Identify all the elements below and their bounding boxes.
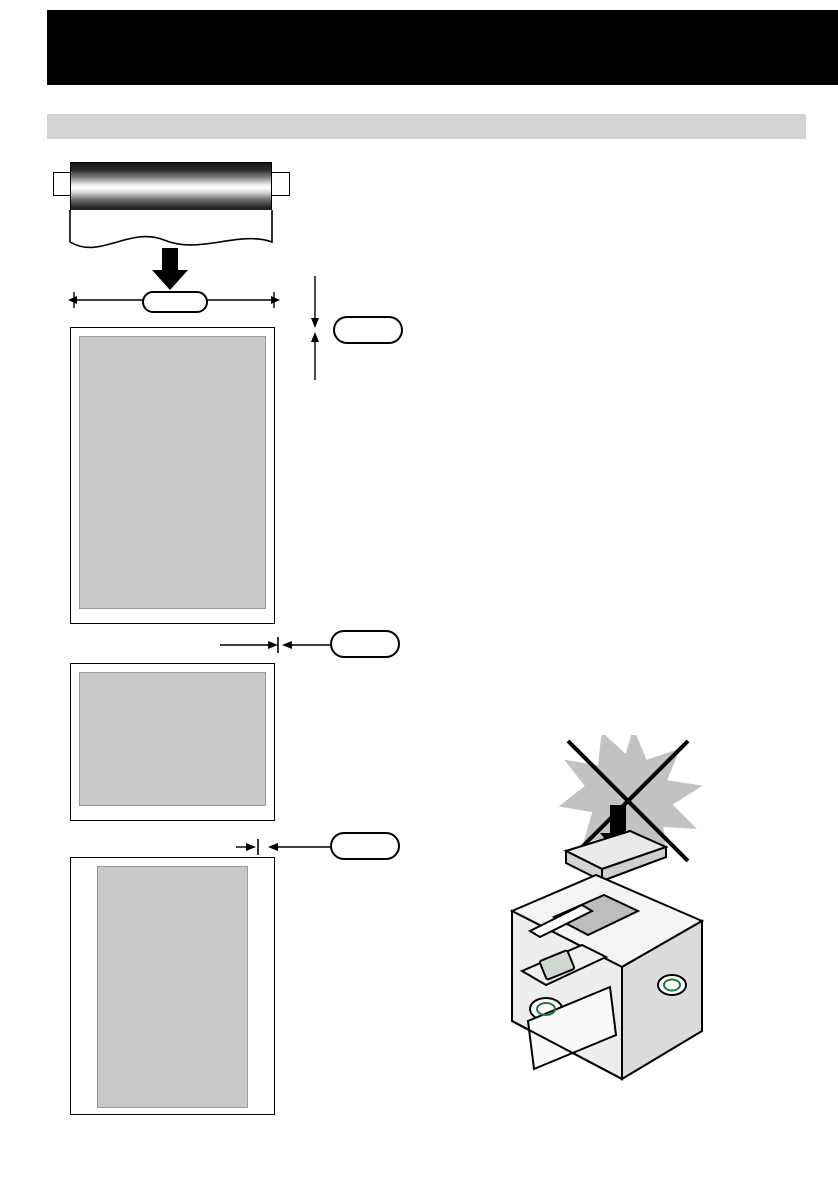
leading-margin-dimension-line	[303, 272, 327, 384]
side-margin-dimension-line	[216, 838, 336, 856]
sheet-gap-dimension-line	[216, 636, 336, 654]
roll-shaft-right-icon	[270, 172, 290, 196]
printer-illustration	[470, 735, 790, 1095]
feed-direction-arrow-icon	[148, 248, 192, 292]
film-sheet-2-image-area	[79, 672, 266, 806]
callout-width	[142, 291, 208, 313]
printer-body	[512, 831, 702, 1079]
film-sheet-3	[70, 857, 275, 1115]
callout-trailing-margin	[330, 630, 400, 658]
film-roll-graphic	[70, 162, 272, 214]
callout-side-margin	[330, 832, 400, 860]
callout-leading-margin	[333, 316, 403, 344]
film-sheet-2	[70, 663, 275, 821]
page-bottom-rule	[0, 1160, 16, 1163]
film-sheet-1-image-area	[79, 336, 266, 609]
film-sheet-1	[70, 327, 275, 624]
film-sheet-3-image-area	[97, 866, 248, 1108]
